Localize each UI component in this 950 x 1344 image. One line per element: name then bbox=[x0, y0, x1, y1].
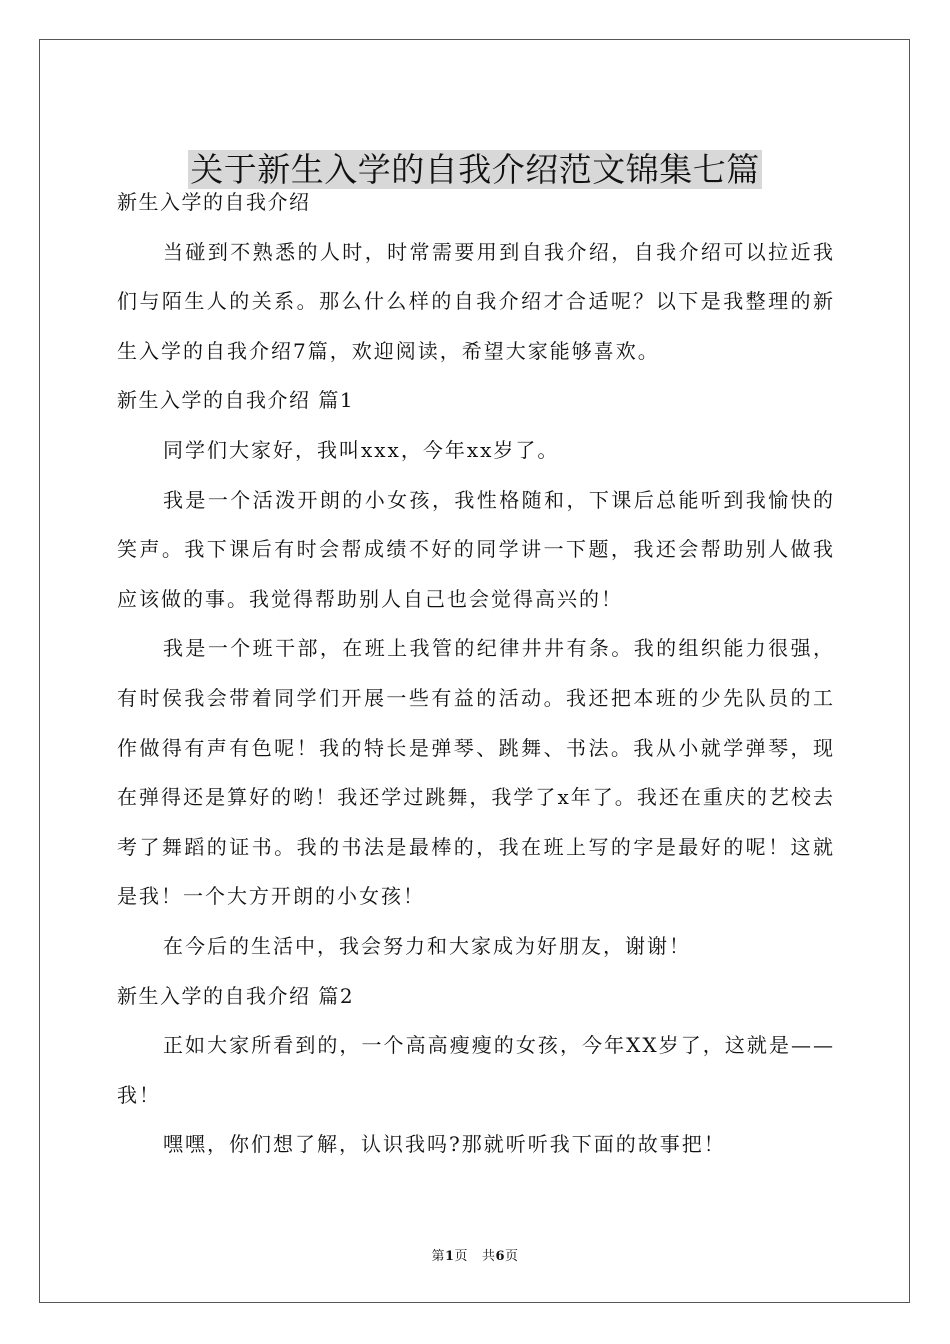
section-heading: 新生入学的自我介绍 篇1 bbox=[117, 388, 355, 413]
body-paragraph: 正如大家所看到的，一个高高瘦瘦的女孩，今年XX岁了，这就是——我！ bbox=[117, 1033, 835, 1107]
section-heading: 新生入学的自我介绍 篇2 bbox=[117, 983, 355, 1008]
section-heading: 新生入学的自我介绍 bbox=[117, 190, 311, 214]
body-paragraph: 我是一个班干部，在班上我管的纪律井井有条。我的组织能力很强，有时侯我会带着同学们开展一些有益的活动。我还把本班的少先队员的工作做得有声有色呢！我的特长是弹琴、跳舞、书法。我从小就学弹琴，现在弹得还是算好的哟！我还学过跳舞，我学了x年了。我还在重庆的艺校去考了舞蹈的证书。我的书法是最棒的，我在班上写的字是最好的呢！这就是我！一个大方开朗的小女孩！ bbox=[117, 636, 835, 909]
page-suffix: 页 bbox=[454, 1249, 469, 1264]
page-footer bbox=[0, 1248, 950, 1266]
page-number: 1 bbox=[444, 1249, 455, 1264]
body-paragraph: 在今后的生活中，我会努力和大家成为好朋友，谢谢！ bbox=[163, 933, 691, 958]
body-paragraph: 当碰到不熟悉的人时，时常需要用到自我介绍，自我介绍可以拉近我们与陌生人的关系。那么什么样的自我介绍才合适呢？以下是我整理的新生入学的自我介绍7篇，欢迎阅读，希望大家能够喜欢。 bbox=[117, 239, 835, 363]
page-prefix: 第 bbox=[431, 1249, 445, 1264]
total-prefix: 共 bbox=[481, 1249, 496, 1264]
body-paragraph: 嘿嘿，你们想了解，认识我吗?那就听听我下面的故事把！ bbox=[163, 1132, 726, 1157]
document-title-text: 关于新生入学的自我介绍范文锦集七篇 bbox=[190, 150, 760, 190]
document-body bbox=[117, 178, 835, 1170]
total-suffix: 页 bbox=[505, 1249, 519, 1264]
body-paragraph: 同学们大家好，我叫xxx，今年xx岁了。 bbox=[163, 437, 560, 462]
total-pages: 6 bbox=[495, 1249, 506, 1264]
body-paragraph: 我是一个活泼开朗的小女孩，我性格随和，下课后总能听到我愉快的笑声。我下课后有时会帮成绩不好的同学讲一下题，我还会帮助别人做我应该做的事。我觉得帮助别人自己也会觉得高兴的！ bbox=[117, 487, 835, 611]
